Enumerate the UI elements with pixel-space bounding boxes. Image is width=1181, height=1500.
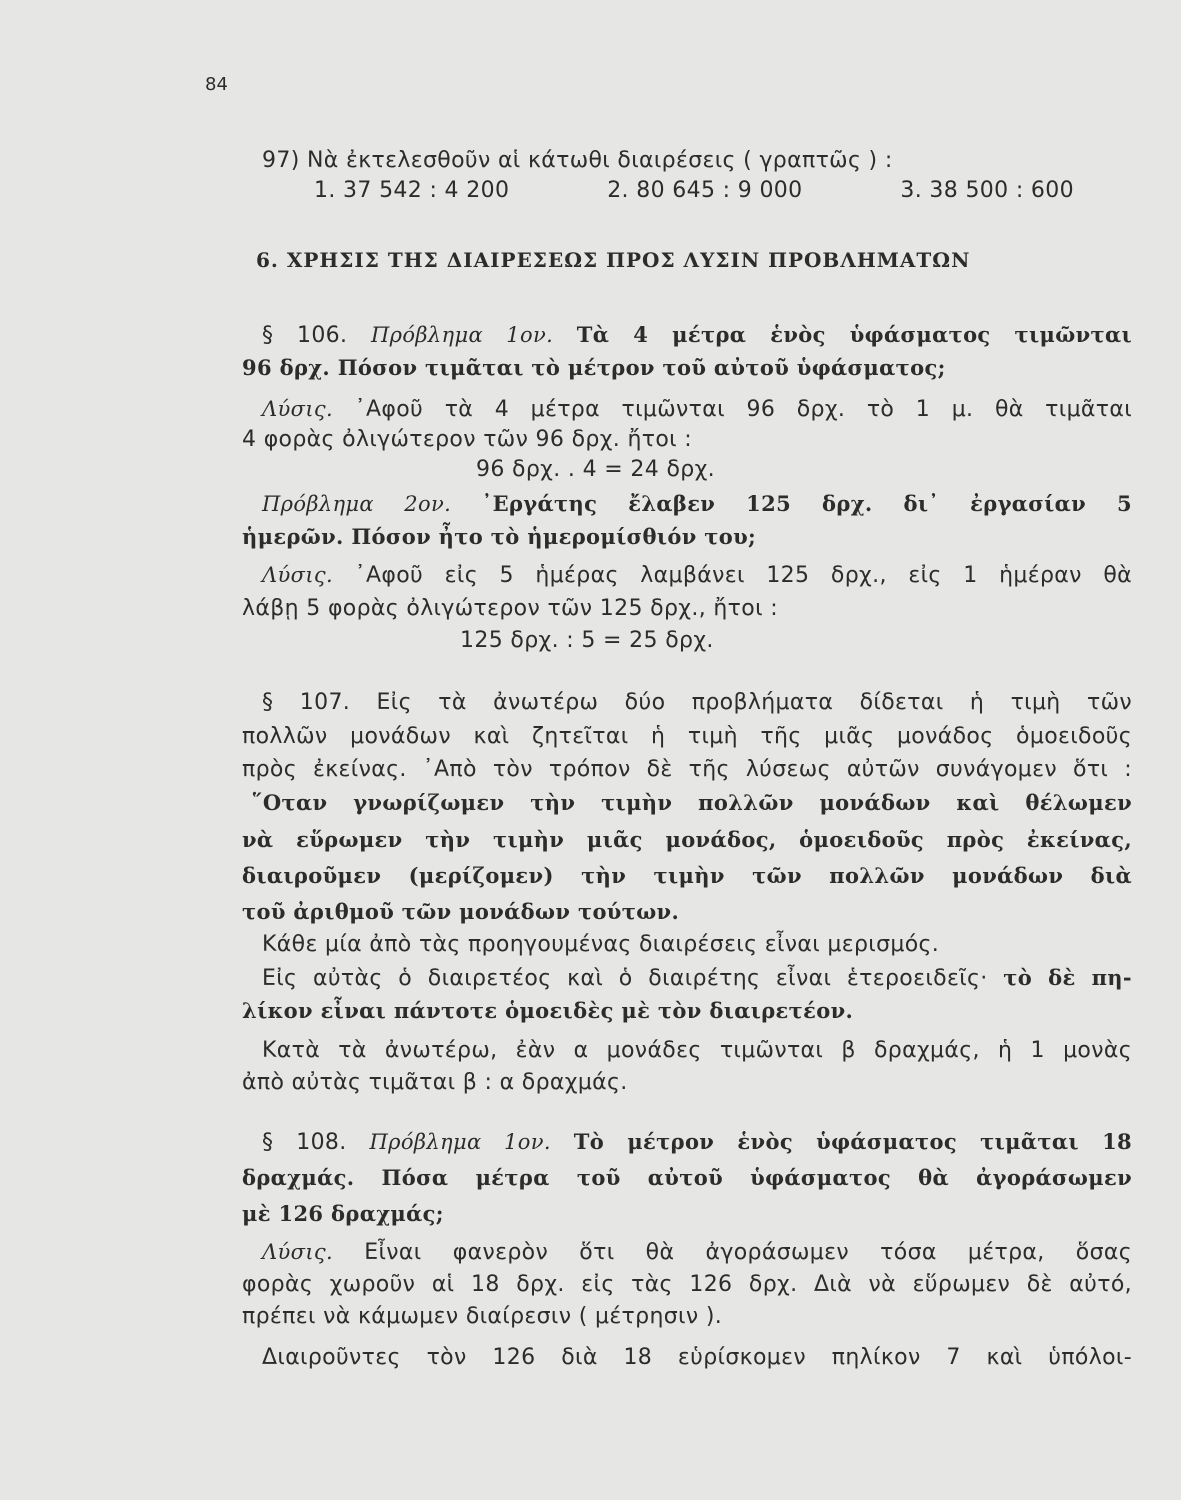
- note-line-5: ἀπὸ αὐτὰς τιμᾶται β : α δραχμάς.: [242, 1070, 628, 1095]
- note-line-2-text: Εἰς αὐτὰς ὁ διαιρετέος καὶ ὁ διαιρέτης εἶναι ἑτεροειδεῖς·: [262, 966, 988, 991]
- problem-106-label: Πρόβλημα 1ον.: [371, 323, 554, 347]
- note-line-2: [262, 963, 1132, 994]
- problem-2-question-part-1: ᾿Εργάτης ἔλαβεν 125 δρχ. δι᾿ ἐργασίαν 5: [481, 491, 1132, 516]
- problem-106-question-part-1: Τὰ 4 μέτρα ἑνὸς ὑφάσματος τιμῶνται: [576, 322, 1132, 347]
- problem-108-solution-label: Λύσις.: [262, 1240, 334, 1264]
- note-line-4: Κατὰ τὰ ἀνωτέρω, ἐὰν α μονάδες τιμῶνται β δραχμάς, ἡ 1 μονὰς: [262, 1038, 1132, 1063]
- page-number: 84: [205, 74, 228, 95]
- note-line-3: λίκον εἶναι πάντοτε ὁμοειδὲς μὲ τὸν διαιρετέον.: [242, 998, 854, 1023]
- problem-2-equation: 125 δρχ. : 5 = 25 δρχ.: [460, 628, 714, 653]
- section-108-number: § 108.: [262, 1130, 347, 1155]
- problem-108-question-line-2: δραχμάς. Πόσα μέτρα τοῦ αὐτοῦ ὑφάσματος θὰ ἀγοράσωμεν: [242, 1165, 1132, 1190]
- problem-108-question-line-1: [262, 1127, 1132, 1158]
- exercise-items: [314, 176, 1074, 206]
- problem-2-label: Πρόβλημα 2ον.: [262, 492, 452, 516]
- note-line-1: Κάθε μία ἀπὸ τὰς προηγουμένας διαιρέσεις εἶναι μερισμός.: [262, 932, 940, 957]
- paragraph-107-line-2: πολλῶν μονάδων καὶ ζητεῖται ἡ τιμὴ τῆς μιᾶς μονάδος ὁμοειδοῦς: [242, 724, 1132, 749]
- rule-line-4: τοῦ ἀριθμοῦ τῶν μονάδων τούτων.: [242, 899, 680, 924]
- problem-2-solution-label: Λύσις.: [262, 563, 334, 587]
- exercise-item-2: 2. 80 645 : 9 000: [607, 178, 803, 203]
- problem-2-question-line-2: ἡμερῶν. Πόσον ἦτο τὸ ἡμερομίσθιόν του;: [242, 524, 757, 549]
- problem-108-question-part-1: Τὸ μέτρον ἑνὸς ὑφάσματος τιμᾶται 18: [573, 1129, 1133, 1154]
- section-heading: 6. ΧΡΗΣΙΣ ΤΗΣ ΔΙΑΙΡΕΣΕΩΣ ΠΡΟΣ ΛΥΣΙΝ ΠΡΟΒΛΗΜΑΤΩΝ: [256, 248, 971, 272]
- problem-2-solution-line-1: [262, 560, 1132, 591]
- exercise-title: 97) Νὰ ἐκτελεσθοῦν αἱ κάτωθι διαιρέσεις ( γραπτῶς ) :: [262, 148, 893, 173]
- problem-108-solution-line-1: [262, 1237, 1132, 1268]
- problem-108-label: Πρόβλημα 1ον.: [369, 1130, 551, 1154]
- paragraph-107-line-3: πρὸς ἐκείνας. ᾿Απὸ τὸν τρόπον δὲ τῆς λύσεως αὐτῶν συνάγομεν ὅτι :: [242, 757, 1132, 782]
- paragraph-107-line-1: [262, 688, 1132, 718]
- exercise-item-1: 1. 37 542 : 4 200: [314, 178, 510, 203]
- rule-line-1: ῞Οταν γνωρίζωμεν τὴν τιμὴν πολλῶν μονάδων καὶ θέλωμεν: [252, 790, 1132, 815]
- section-107-number: § 107.: [262, 690, 351, 715]
- problem-106-solution-line-2: 4 φορὰς ὀλιγώτερον τῶν 96 δρχ. ἤτοι :: [242, 427, 693, 452]
- problem-108-solution-line-4: Διαιροῦντες τὸν 126 διὰ 18 εὑρίσκομεν πηλίκον 7 καὶ ὑπόλοι-: [262, 1345, 1132, 1370]
- problem-2-solution-line-2: λάβῃ 5 φορὰς ὀλιγώτερον τῶν 125 δρχ., ἤτοι :: [242, 596, 778, 621]
- rule-line-3: διαιροῦμεν (μερίζομεν) τὴν τιμὴν τῶν πολλῶν μονάδων διὰ: [242, 863, 1132, 888]
- exercise-item-3: 3. 38 500 : 600: [900, 178, 1074, 203]
- problem-2-question-line-1: [262, 489, 1132, 520]
- problem-108-solution-line-2: φορὰς χωροῦν αἱ 18 δρχ. εἰς τὰς 126 δρχ. Διὰ νὰ εὕρωμεν δὲ αὐτό,: [242, 1272, 1132, 1297]
- problem-106-solution-label: Λύσις.: [262, 397, 334, 421]
- problem-108-solution-text-1: Εἶναι φανερὸν ὅτι θὰ ἀγοράσωμεν τόσα μέτρα, ὅσας: [364, 1240, 1133, 1265]
- problem-106-solution-text-1: ᾿Αφοῦ τὰ 4 μέτρα τιμῶνται 96 δρχ. τὸ 1 μ. θὰ τιμᾶται: [354, 397, 1133, 422]
- rule-line-2: νὰ εὕρωμεν τὴν τιμὴν μιᾶς μονάδος, ὁμοειδοῦς πρὸς ἐκείνας,: [242, 827, 1132, 852]
- problem-106-solution-line-1: [262, 394, 1132, 425]
- problem-106-question-line-2: 96 δρχ. Πόσον τιμᾶται τὸ μέτρον τοῦ αὐτοῦ ὑφάσματος;: [242, 355, 946, 380]
- problem-2-solution-text-1: ᾿Αφοῦ εἰς 5 ἡμέρας λαμβάνει 125 δρχ., εἰς 1 ἡμέραν θὰ: [354, 563, 1133, 588]
- problem-106-question-line-1: [262, 320, 1132, 351]
- problem-108-question-line-3: μὲ 126 δραχμάς;: [242, 1201, 444, 1226]
- note-line-2-bold: τὸ δὲ πη-: [1003, 965, 1132, 990]
- problem-108-solution-line-3: πρέπει νὰ κάμωμεν διαίρεσιν ( μέτρησιν ).: [242, 1304, 723, 1329]
- section-106-number: § 106.: [262, 323, 348, 348]
- paragraph-107-text-1: Εἰς τὰ ἀνωτέρω δύο προβλήματα δίδεται ἡ τιμὴ τῶν: [376, 690, 1133, 715]
- problem-106-equation: 96 δρχ. . 4 = 24 δρχ.: [476, 457, 715, 482]
